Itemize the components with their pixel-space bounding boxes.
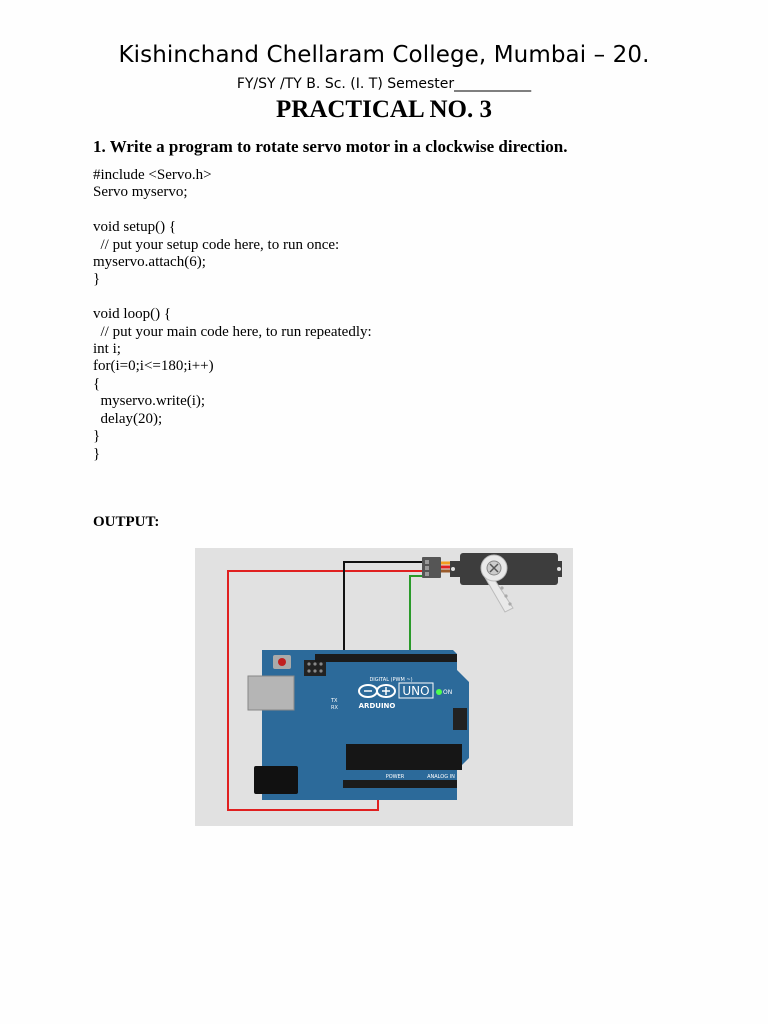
power-label: POWER <box>385 774 405 780</box>
practical-title: PRACTICAL NO. 3 <box>276 96 492 123</box>
tx-label: TX <box>331 698 338 704</box>
code-line: myservo.write(i); <box>93 393 206 410</box>
analog-label: ANALOG IN <box>427 774 455 780</box>
code-line: // put your main code here, to run repeatedly: <box>93 323 372 340</box>
code-line: for(i=0;i<=180;i++) <box>93 358 214 375</box>
code-line: void setup() { <box>93 219 177 236</box>
code-block <box>93 167 372 463</box>
output-label: OUTPUT: <box>93 514 160 530</box>
code-line: Servo myservo; <box>93 184 188 201</box>
arduino-board <box>248 650 469 800</box>
rx-label: RX <box>331 705 338 711</box>
code-line: myservo.attach(6); <box>93 254 206 271</box>
code-line: } <box>93 445 101 462</box>
code-line: int i; <box>93 341 121 358</box>
code-line: } <box>93 428 101 445</box>
question-text: 1. Write a program to rotate servo motor in a clockwise direction. <box>93 137 568 156</box>
code-line: #include <Servo.h> <box>93 167 212 183</box>
digital-label: DIGITAL (PWM ~) <box>369 677 413 683</box>
code-line: // put your setup code here, to run once: <box>93 236 340 253</box>
uno-label: UNO <box>402 684 430 698</box>
code-line: { <box>93 375 101 392</box>
circuit-simulation-image <box>195 548 573 826</box>
code-line: void loop() { <box>93 306 172 323</box>
code-line: delay(20); <box>93 410 163 427</box>
code-line: } <box>93 271 101 288</box>
on-label: ON <box>443 689 453 696</box>
class-semester-line: FY/SY /TY B. Sc. (I. T) Semester___________ <box>236 76 532 92</box>
college-title: Kishinchand Chellaram College, Mumbai – 20. <box>118 42 650 68</box>
arduino-logo-text: ARDUINO <box>358 702 396 710</box>
